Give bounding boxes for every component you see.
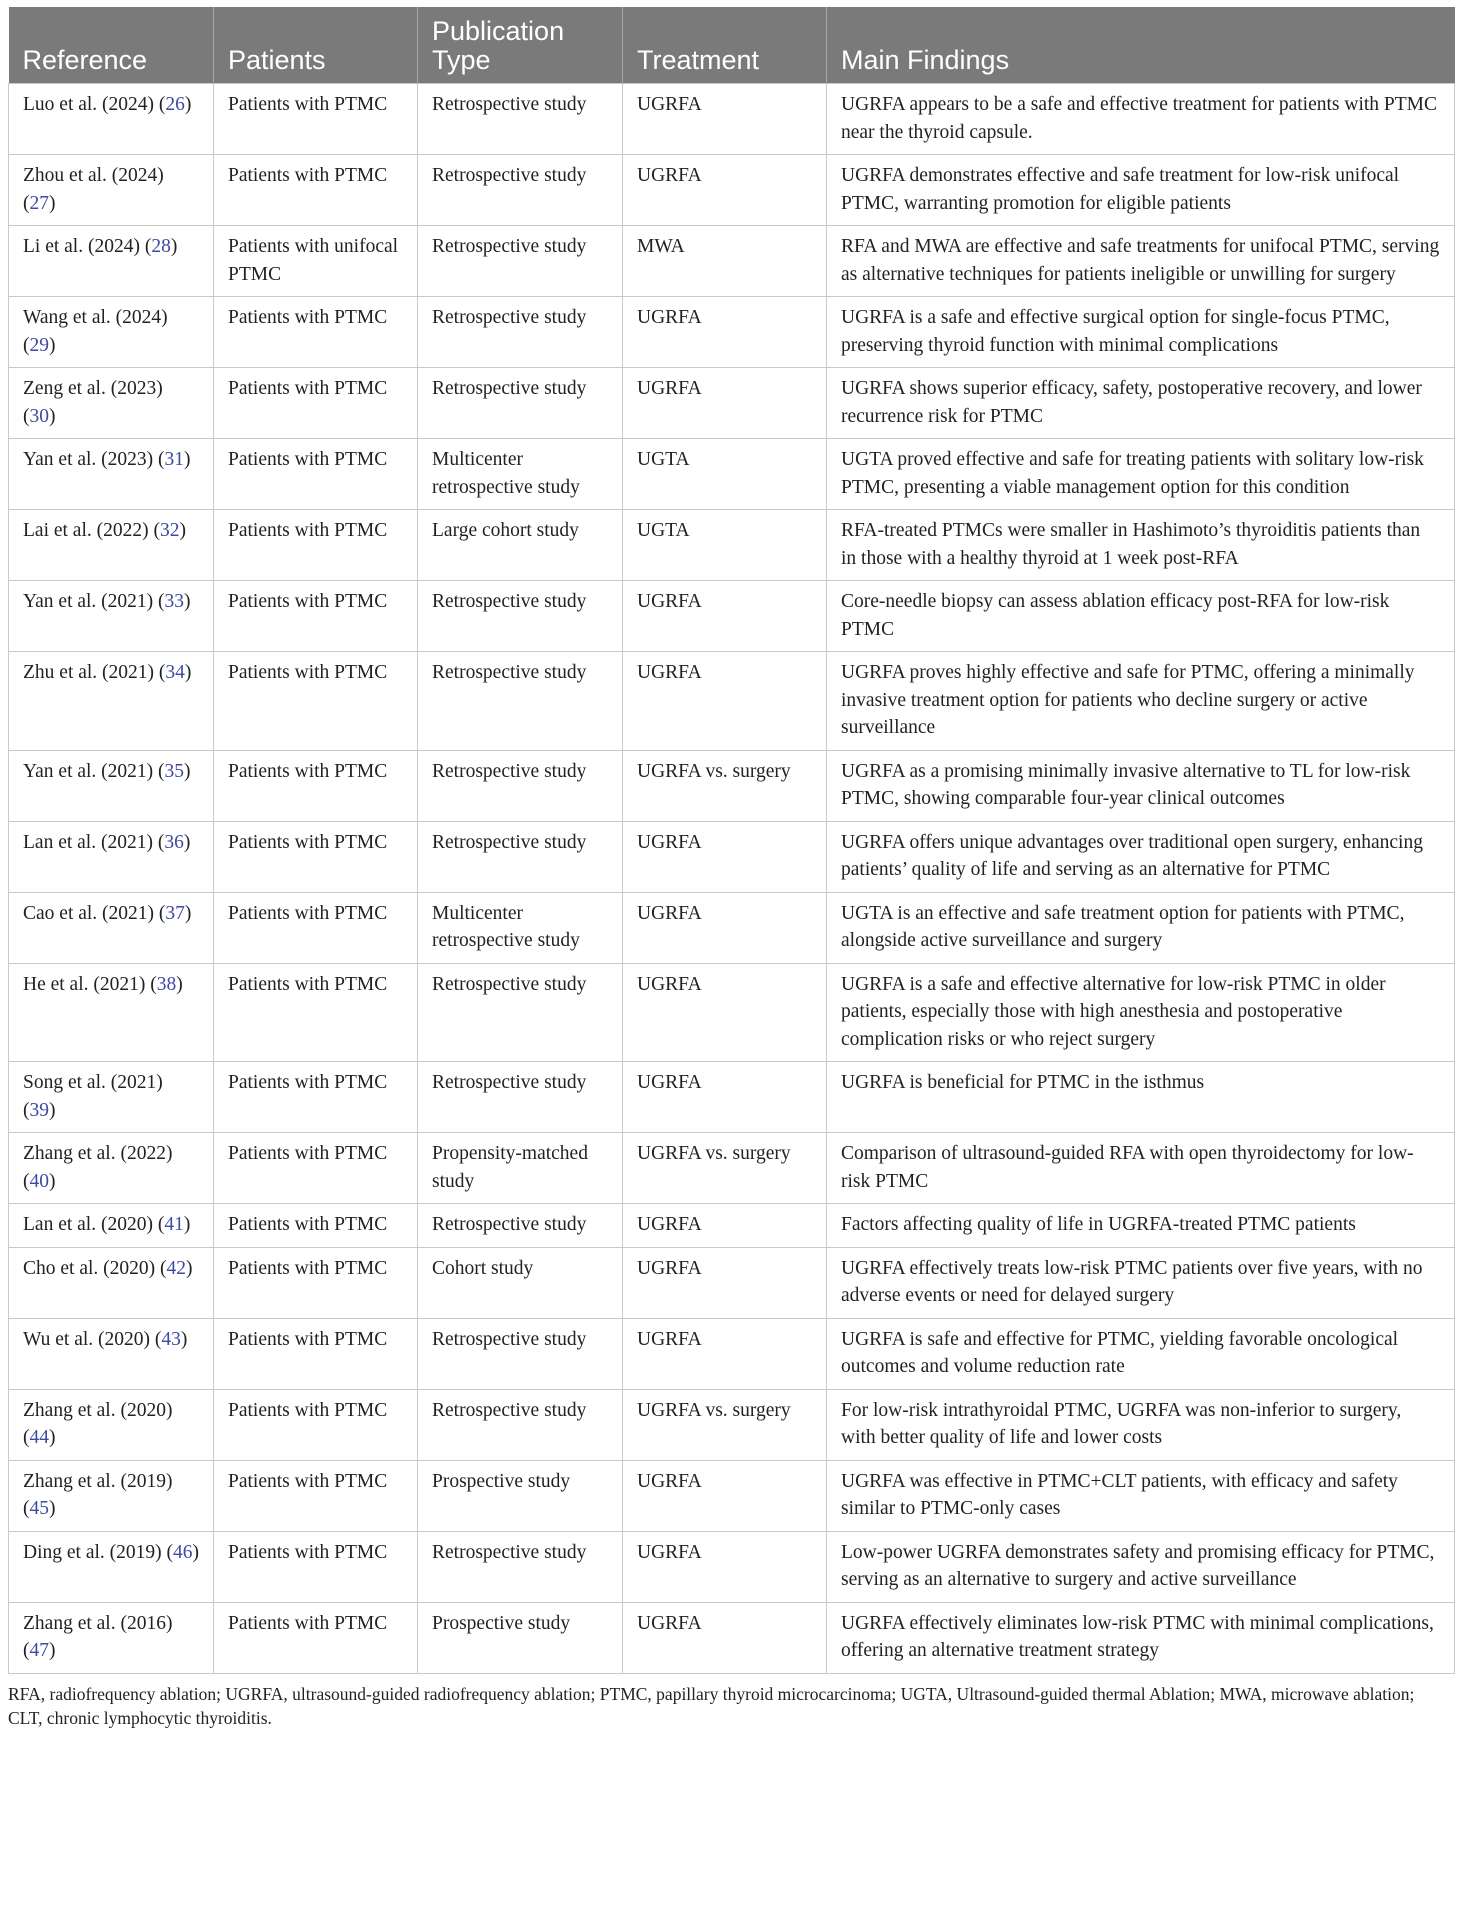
citation-link[interactable]: 30 xyxy=(29,405,49,427)
cell-patients: Patients with PTMC xyxy=(214,368,418,439)
table-row xyxy=(9,368,1455,439)
table-row xyxy=(9,84,1455,155)
cell-patients: Patients with PTMC xyxy=(214,1133,418,1204)
cell-main-findings: RFA-treated PTMCs were smaller in Hashimoto’s thyroiditis patients than in those with a healthy thyroid at 1 week post-RFA xyxy=(827,510,1455,581)
cell-main-findings: UGRFA was effective in PTMC+CLT patients, with efficacy and safety similar to PTMC-only cases xyxy=(827,1460,1455,1531)
reference-text: Ding et al. (2019) xyxy=(23,1541,162,1563)
cell-publication-type: Retrospective study xyxy=(418,1204,623,1248)
cell-treatment: UGRFA xyxy=(623,1062,827,1133)
reference-text: Zhang et al. (2019) xyxy=(23,1470,173,1492)
cell-reference: Yan et al. (2023) (31) xyxy=(9,439,214,510)
reference-text: Yan et al. (2021) xyxy=(23,591,154,612)
reference-text: Luo et al. (2024) xyxy=(23,94,155,115)
cell-main-findings: UGRFA is a safe and effective alternative for low-risk PTMC in older patients, especially those with high anesthesia and postoperative complication risks or who reject surgery xyxy=(827,963,1455,1062)
table-row xyxy=(9,510,1455,581)
cell-publication-type: Prospective study xyxy=(418,1460,623,1531)
cell-treatment: UGRFA xyxy=(623,581,827,652)
citation-link[interactable]: 47 xyxy=(29,1640,49,1661)
citation-link[interactable]: 35 xyxy=(164,760,185,782)
table-row xyxy=(9,750,1455,821)
citation-link[interactable]: 36 xyxy=(164,831,184,853)
cell-main-findings: UGRFA effectively treats low-risk PTMC patients over five years, with no adverse events or need for delayed surgery xyxy=(827,1247,1455,1318)
cell-publication-type: Large cohort study xyxy=(418,510,623,581)
cell-publication-type: Retrospective study xyxy=(418,750,623,821)
citation-link[interactable]: 45 xyxy=(29,1498,49,1519)
cell-main-findings: UGRFA offers unique advantages over traditional open surgery, enhancing patients’ quality of life and serving as an alternative for PTMC xyxy=(827,821,1455,892)
citation-link[interactable]: 38 xyxy=(156,973,177,995)
cell-patients: Patients with PTMC xyxy=(214,1318,418,1389)
cell-reference: Lai et al. (2022) (32) xyxy=(9,510,214,581)
cell-treatment: UGRFA vs. surgery xyxy=(623,1389,827,1460)
cell-reference: Li et al. (2024) (28) xyxy=(9,226,214,297)
cell-treatment: UGRFA xyxy=(623,1247,827,1318)
header-publication-type: Publication Type xyxy=(418,7,623,84)
cell-main-findings: RFA and MWA are effective and safe treatments for unifocal PTMC, serving as alternative techniques for patients ineligible or unwilling for surgery xyxy=(827,226,1455,297)
citation-link[interactable]: 43 xyxy=(161,1328,181,1350)
cell-publication-type: Multicenter retrospective study xyxy=(418,892,623,963)
citation-link[interactable]: 44 xyxy=(29,1427,49,1448)
cell-patients: Patients with PTMC xyxy=(214,1204,418,1248)
cell-publication-type: Retrospective study xyxy=(418,155,623,226)
cell-patients: Patients with PTMC xyxy=(214,1247,418,1318)
cell-publication-type: Prospective study xyxy=(418,1602,623,1673)
cell-treatment: UGTA xyxy=(623,510,827,581)
header-reference: Reference xyxy=(9,7,214,84)
cell-main-findings: Factors affecting quality of life in UGRFA-treated PTMC patients xyxy=(827,1204,1455,1248)
cell-main-findings: UGRFA demonstrates effective and safe treatment for low-risk unifocal PTMC, warranting promotion for eligible patients xyxy=(827,155,1455,226)
header-treatment: Treatment xyxy=(623,7,827,84)
cell-patients: Patients with PTMC xyxy=(214,84,418,155)
cell-reference: Ding et al. (2019) (46) xyxy=(9,1531,214,1602)
cell-reference: Wu et al. (2020) (43) xyxy=(9,1318,214,1389)
cell-publication-type: Propensity-matched study xyxy=(418,1133,623,1204)
citation-link[interactable]: 33 xyxy=(164,591,185,612)
cell-patients: Patients with PTMC xyxy=(214,439,418,510)
cell-treatment: UGRFA xyxy=(623,821,827,892)
table-row xyxy=(9,1247,1455,1318)
cell-publication-type: Retrospective study xyxy=(418,368,623,439)
cell-reference: Yan et al. (2021) (35) xyxy=(9,750,214,821)
cell-main-findings: UGRFA as a promising minimally invasive alternative to TL for low-risk PTMC, showing comparable four-year clinical outcomes xyxy=(827,750,1455,821)
cell-publication-type: Retrospective study xyxy=(418,84,623,155)
reference-text: Wu et al. (2020) xyxy=(23,1328,151,1350)
reference-text: Zhang et al. (2016) xyxy=(23,1612,173,1634)
reference-text: He et al. (2021) xyxy=(23,973,146,995)
cell-patients: Patients with PTMC xyxy=(214,652,418,751)
table-row xyxy=(9,297,1455,368)
cell-patients: Patients with PTMC xyxy=(214,963,418,1062)
cell-patients: Patients with PTMC xyxy=(214,1460,418,1531)
cell-reference: He et al. (2021) (38) xyxy=(9,963,214,1062)
cell-publication-type: Retrospective study xyxy=(418,226,623,297)
cell-main-findings: UGRFA is beneficial for PTMC in the isthmus xyxy=(827,1062,1455,1133)
cell-reference: Wang et al. (2024) (29) xyxy=(9,297,214,368)
reference-text: Zhang et al. (2020) xyxy=(23,1399,173,1421)
cell-publication-type: Retrospective study xyxy=(418,297,623,368)
cell-treatment: UGRFA xyxy=(623,368,827,439)
cell-publication-type: Retrospective study xyxy=(418,963,623,1062)
cell-main-findings: UGRFA shows superior efficacy, safety, postoperative recovery, and lower recurrence risk for PTMC xyxy=(827,368,1455,439)
table-row xyxy=(9,892,1455,963)
table-row xyxy=(9,155,1455,226)
cell-main-findings: Low-power UGRFA demonstrates safety and promising efficacy for PTMC, serving as an alternative to surgery and active surveillance xyxy=(827,1531,1455,1602)
cell-treatment: UGRFA vs. surgery xyxy=(623,750,827,821)
table-row xyxy=(9,226,1455,297)
cell-reference: Song et al. (2021) (39) xyxy=(9,1062,214,1133)
table-container xyxy=(8,7,1454,1730)
header-row xyxy=(9,7,1455,84)
studies-table xyxy=(8,7,1455,1674)
table-footnote: RFA, radiofrequency ablation; UGRFA, ultrasound-guided radiofrequency ablation; PTMC, papillary thyroid microcarcinoma; UGTA, Ultrasound-guided thermal Ablation; MWA, microwave ablation; CLT, chronic lymphocytic thyroiditis. xyxy=(8,1683,1415,1728)
cell-main-findings: UGTA is an effective and safe treatment option for patients with PTMC, alongside active surveillance and surgery xyxy=(827,892,1455,963)
citation-link[interactable]: 46 xyxy=(173,1541,193,1563)
cell-reference: Zhang et al. (2019) (45) xyxy=(9,1460,214,1531)
cell-patients: Patients with PTMC xyxy=(214,821,418,892)
cell-reference: Zhu et al. (2021) (34) xyxy=(9,652,214,751)
cell-treatment: UGRFA xyxy=(623,892,827,963)
cell-patients: Patients with PTMC xyxy=(214,155,418,226)
cell-treatment: UGRFA xyxy=(623,1318,827,1389)
cell-reference: Zhou et al. (2024) (27) xyxy=(9,155,214,226)
cell-reference: Luo et al. (2024) (26) xyxy=(9,84,214,155)
cell-publication-type: Multicenter retrospective study xyxy=(418,439,623,510)
cell-treatment: UGTA xyxy=(623,439,827,510)
citation-link[interactable]: 41 xyxy=(164,1214,184,1235)
reference-text: Lan et al. (2021) xyxy=(23,831,153,853)
table-row xyxy=(9,1460,1455,1531)
table-row xyxy=(9,1062,1455,1133)
table-row xyxy=(9,652,1455,751)
reference-text: Zeng et al. (2023) xyxy=(23,378,163,399)
cell-reference: Lan et al. (2020) (41) xyxy=(9,1204,214,1248)
reference-text: Song et al. (2021) xyxy=(23,1072,163,1093)
cell-treatment: UGRFA xyxy=(623,1531,827,1602)
citation-link[interactable]: 31 xyxy=(164,449,185,470)
table-row xyxy=(9,1531,1455,1602)
cell-patients: Patients with PTMC xyxy=(214,750,418,821)
cell-treatment: UGRFA xyxy=(623,1204,827,1248)
cell-publication-type: Retrospective study xyxy=(418,652,623,751)
cell-patients: Patients with PTMC xyxy=(214,581,418,652)
cell-patients: Patients with PTMC xyxy=(214,892,418,963)
citation-link[interactable]: 32 xyxy=(160,520,180,541)
cell-main-findings: Core-needle biopsy can assess ablation efficacy post-RFA for low-risk PTMC xyxy=(827,581,1455,652)
cell-publication-type: Retrospective study xyxy=(418,1062,623,1133)
reference-text: Cao et al. (2021) xyxy=(23,902,155,924)
header-patients: Patients xyxy=(214,7,418,84)
cell-main-findings: UGRFA is safe and effective for PTMC, yielding favorable oncological outcomes and volume reduction rate xyxy=(827,1318,1455,1389)
citation-link[interactable]: 27 xyxy=(29,192,49,214)
reference-text: Zhang et al. (2022) xyxy=(23,1143,173,1164)
citation-link[interactable]: 34 xyxy=(165,662,185,683)
table-row xyxy=(9,1318,1455,1389)
cell-publication-type: Cohort study xyxy=(418,1247,623,1318)
citation-link[interactable]: 29 xyxy=(29,334,49,356)
cell-main-findings: UGRFA effectively eliminates low-risk PTMC with minimal complications, offering an alternative treatment strategy xyxy=(827,1602,1455,1673)
table-row xyxy=(9,1133,1455,1204)
cell-patients: Patients with PTMC xyxy=(214,510,418,581)
table-row xyxy=(9,1204,1455,1248)
cell-treatment: UGRFA xyxy=(623,1460,827,1531)
reference-text: Zhou et al. (2024) xyxy=(23,165,164,186)
table-row xyxy=(9,581,1455,652)
cell-treatment: UGRFA xyxy=(623,155,827,226)
cell-treatment: UGRFA xyxy=(623,84,827,155)
cell-publication-type: Retrospective study xyxy=(418,821,623,892)
cell-patients: Patients with PTMC xyxy=(214,297,418,368)
cell-reference: Cao et al. (2021) (37) xyxy=(9,892,214,963)
cell-main-findings: Comparison of ultrasound-guided RFA with open thyroidectomy for low-risk PTMC xyxy=(827,1133,1455,1204)
cell-publication-type: Retrospective study xyxy=(418,1318,623,1389)
cell-publication-type: Retrospective study xyxy=(418,1531,623,1602)
cell-treatment: MWA xyxy=(623,226,827,297)
cell-main-findings: UGRFA is a safe and effective surgical option for single-focus PTMC, preserving thyroid function with minimal complications xyxy=(827,297,1455,368)
reference-text: Cho et al. (2020) xyxy=(23,1257,156,1279)
cell-reference: Cho et al. (2020) (42) xyxy=(9,1247,214,1318)
cell-patients: Patients with unifocal PTMC xyxy=(214,226,418,297)
reference-text: Yan et al. (2021) xyxy=(23,760,154,782)
citation-link[interactable]: 42 xyxy=(166,1257,187,1279)
reference-text: Lan et al. (2020) xyxy=(23,1214,153,1235)
header-main-findings: Main Findings xyxy=(827,7,1455,84)
cell-patients: Patients with PTMC xyxy=(214,1602,418,1673)
cell-reference: Zeng et al. (2023) (30) xyxy=(9,368,214,439)
cell-patients: Patients with PTMC xyxy=(214,1389,418,1460)
citation-link[interactable]: 40 xyxy=(29,1170,49,1192)
cell-patients: Patients with PTMC xyxy=(214,1531,418,1602)
table-row xyxy=(9,1602,1455,1673)
cell-treatment: UGRFA xyxy=(623,1602,827,1673)
table-row xyxy=(9,963,1455,1062)
table-row xyxy=(9,439,1455,510)
cell-publication-type: Retrospective study xyxy=(418,1389,623,1460)
cell-reference: Yan et al. (2021) (33) xyxy=(9,581,214,652)
cell-treatment: UGRFA xyxy=(623,963,827,1062)
cell-main-findings: UGTA proved effective and safe for treating patients with solitary low-risk PTMC, presenting a viable management option for this condition xyxy=(827,439,1455,510)
cell-main-findings: For low-risk intrathyroidal PTMC, UGRFA was non-inferior to surgery, with better quality of life and lower costs xyxy=(827,1389,1455,1460)
reference-text: Zhu et al. (2021) xyxy=(23,662,155,683)
cell-reference: Zhang et al. (2016) (47) xyxy=(9,1602,214,1673)
citation-link[interactable]: 37 xyxy=(165,902,185,924)
table-body xyxy=(9,84,1455,1674)
reference-text: Lai et al. (2022) xyxy=(23,520,149,541)
cell-treatment: UGRFA xyxy=(623,297,827,368)
reference-text: Wang et al. (2024) xyxy=(23,307,168,328)
cell-treatment: UGRFA xyxy=(623,652,827,751)
reference-text: Li et al. (2024) xyxy=(23,236,140,257)
citation-link[interactable]: 26 xyxy=(165,94,185,115)
cell-patients: Patients with PTMC xyxy=(214,1062,418,1133)
cell-reference: Zhang et al. (2020) (44) xyxy=(9,1389,214,1460)
cell-treatment: UGRFA vs. surgery xyxy=(623,1133,827,1204)
citation-link[interactable]: 28 xyxy=(151,236,171,257)
cell-reference: Zhang et al. (2022) (40) xyxy=(9,1133,214,1204)
cell-main-findings: UGRFA appears to be a safe and effective treatment for patients with PTMC near the thyroid capsule. xyxy=(827,84,1455,155)
table-row xyxy=(9,821,1455,892)
cell-main-findings: UGRFA proves highly effective and safe for PTMC, offering a minimally invasive treatment option for patients who decline surgery or active surveillance xyxy=(827,652,1455,751)
table-row xyxy=(9,1389,1455,1460)
cell-reference: Lan et al. (2021) (36) xyxy=(9,821,214,892)
citation-link[interactable]: 39 xyxy=(29,1099,49,1121)
reference-text: Yan et al. (2023) xyxy=(23,449,154,470)
cell-publication-type: Retrospective study xyxy=(418,581,623,652)
